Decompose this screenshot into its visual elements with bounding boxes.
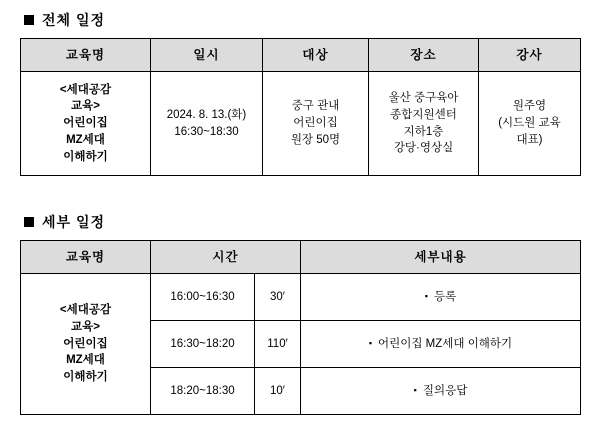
cell-content-text: ▪ 어린이집 MZ세대 이해하기 [369,336,512,353]
table-header-row [21,241,581,274]
cell-duration: 30′ [255,274,301,321]
cell-place: 울산 중구육아 종합지원센터 지하1층 강당·영상실 [369,72,479,176]
cell-education-name: <세대공감 교육> 어린이집 MZ세대 이해하기 [21,72,151,176]
cell-datetime: 2024. 8. 13.(화) 16:30~18:30 [151,72,263,176]
column-header-details: 세부내용 [301,241,581,274]
column-header-education-name: 교육명 [21,241,151,274]
cell-duration: 10′ [255,368,301,415]
overall-schedule-title: 전체 일정 [42,12,105,28]
square-bullet-icon [24,15,34,25]
column-header-time: 시간 [151,241,301,274]
table-row [21,274,581,321]
detail-schedule-heading [24,212,580,232]
cell-target: 중구 관내 어린이집 원장 50명 [263,72,369,176]
column-header-place: 장소 [369,39,479,72]
cell-content [301,274,581,321]
cell-time: 16:00~16:30 [151,274,255,321]
column-header-target: 대상 [263,39,369,72]
cell-content [301,368,581,415]
table-header-row [21,39,581,72]
table-row [21,72,581,176]
cell-education-name: <세대공감 교육> 어린이집 MZ세대 이해하기 [21,274,151,415]
cell-content [301,321,581,368]
detail-schedule-title: 세부 일정 [42,214,105,230]
square-bullet-icon [24,217,34,227]
overall-schedule-heading [24,10,580,30]
detail-schedule-table [20,240,581,415]
section-spacer [20,176,580,212]
cell-instructor: 원주영 (시드원 교육 대표) [479,72,581,176]
column-header-education-name: 교육명 [21,39,151,72]
column-header-datetime: 일시 [151,39,263,72]
column-header-instructor: 강사 [479,39,581,72]
cell-time: 16:30~18:20 [151,321,255,368]
cell-time: 18:20~18:30 [151,368,255,415]
cell-duration: 110′ [255,321,301,368]
overall-schedule-table [20,38,581,176]
cell-content-text: ▪ 등록 [425,289,456,306]
cell-content-text: ▪ 질의응답 [414,383,468,400]
